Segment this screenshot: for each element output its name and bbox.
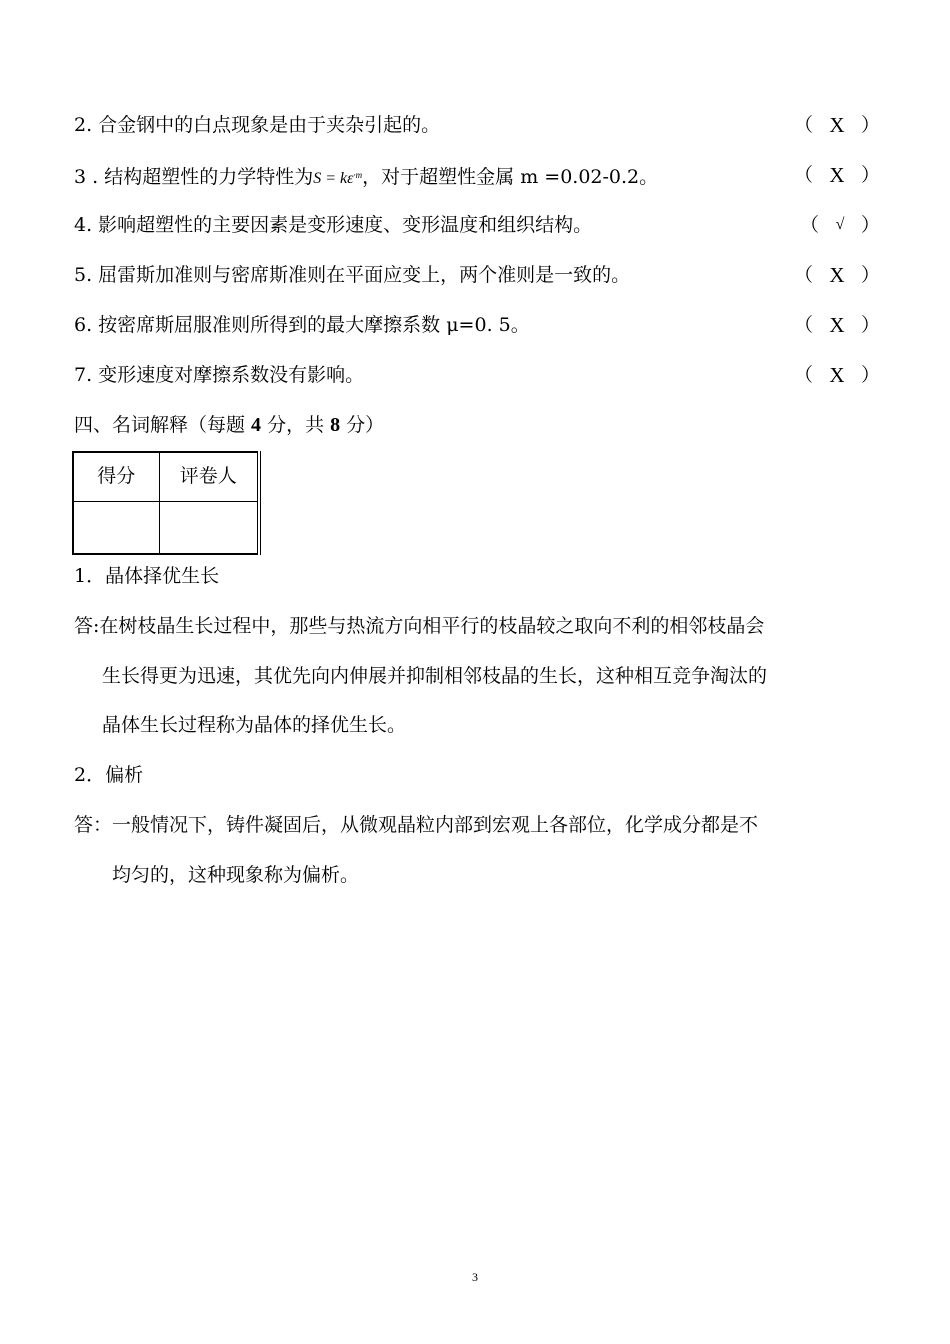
true-false-item-5 (74, 260, 880, 290)
true-false-item-6 (74, 310, 880, 340)
question-text: 5. 屈雷斯加准则与密席斯准则在平面应变上，两个准则是一致的。 (74, 264, 631, 286)
score-header: 得分 (73, 452, 159, 501)
question-text (74, 160, 658, 194)
section-heading (74, 410, 384, 440)
answer-mark: √ (835, 216, 845, 233)
close-paren: ） (860, 264, 880, 286)
answer-bracket (794, 310, 880, 340)
answer-bracket (794, 360, 880, 390)
answer-bracket (794, 260, 880, 290)
answer-bracket (794, 210, 880, 240)
section-middle: 分，共 (261, 414, 331, 436)
section-suffix: 分） (340, 414, 385, 436)
answer-mark: X (829, 363, 845, 387)
answer-bracket (794, 160, 880, 190)
term-answer-2-line-1: 答：一般情况下，铸件凝固后，从微观晶粒内部到宏观上各部位，化学成分都是不 (74, 814, 759, 836)
score-table (72, 451, 261, 555)
question-text: 4. 影响超塑性的主要因素是变形速度、变形温度和组织结构。 (74, 214, 593, 236)
true-false-item-4 (74, 210, 880, 240)
close-paren: ） (860, 114, 880, 136)
question-text: 6. 按密席斯屈服准则所得到的最大摩擦系数 μ=0. 5。 (74, 314, 530, 336)
term-answer-2-line-2: 均匀的，这种现象称为偏析。 (112, 864, 360, 886)
open-paren: （ (794, 264, 814, 286)
question-text-before: 3 . 结构超塑性的力学特性为 (74, 166, 314, 188)
score-cell[interactable] (73, 501, 159, 554)
question-text: 2. 合金钢中的白点现象是由于夹杂引起的。 (74, 114, 441, 136)
formula-main: S = kε (313, 170, 354, 187)
term-answer-1-line-3: 晶体生长过程称为晶体的择优生长。 (102, 714, 407, 736)
score-each: 4 (251, 414, 262, 436)
grader-header: 评卷人 (159, 452, 259, 501)
open-paren: （ (794, 164, 814, 186)
term-title-1: 1．晶体择优生长 (74, 565, 220, 587)
open-paren: （ (794, 364, 814, 386)
answer-mark: X (829, 313, 845, 337)
true-false-item-3 (74, 160, 880, 190)
term-answer-1-line-2: 生长得更为迅速，其优先向内伸展并抑制相邻枝晶的生长，这种相互竞争淘汰的 (102, 665, 768, 687)
open-paren: （ (794, 314, 814, 336)
answer-mark: X (829, 163, 845, 187)
superplastic-formula (313, 170, 362, 187)
open-paren: （ (794, 114, 814, 136)
close-paren: ） (860, 364, 880, 386)
true-false-item-7 (74, 360, 880, 390)
answer-mark: X (829, 113, 845, 137)
true-false-item-2 (74, 110, 880, 140)
close-paren: ） (860, 314, 880, 336)
section-prefix: 四、名词解释（每题 (74, 414, 252, 436)
page-number: 3 (472, 1270, 478, 1284)
grader-cell[interactable] (159, 501, 259, 554)
score-total: 8 (330, 414, 341, 436)
score-table-header-row (73, 452, 259, 501)
formula-exponent: ·m (353, 170, 363, 180)
answer-mark: X (829, 263, 845, 287)
close-paren: ） (860, 164, 880, 186)
open-paren: （ (800, 214, 820, 236)
term-title-2: 2．偏析 (74, 764, 144, 786)
question-text-after: ，对于超塑性金属 m =0.02-0.2。 (362, 166, 659, 188)
score-table-entry-row (73, 501, 259, 554)
question-text: 7. 变形速度对摩擦系数没有影响。 (74, 364, 365, 386)
term-answer-1-line-1: 答:在树枝晶生长过程中，那些与热流方向相平行的枝晶较之取向不利的相邻枝晶会 (74, 615, 765, 637)
answer-bracket (794, 110, 880, 140)
close-paren: ） (860, 214, 880, 236)
